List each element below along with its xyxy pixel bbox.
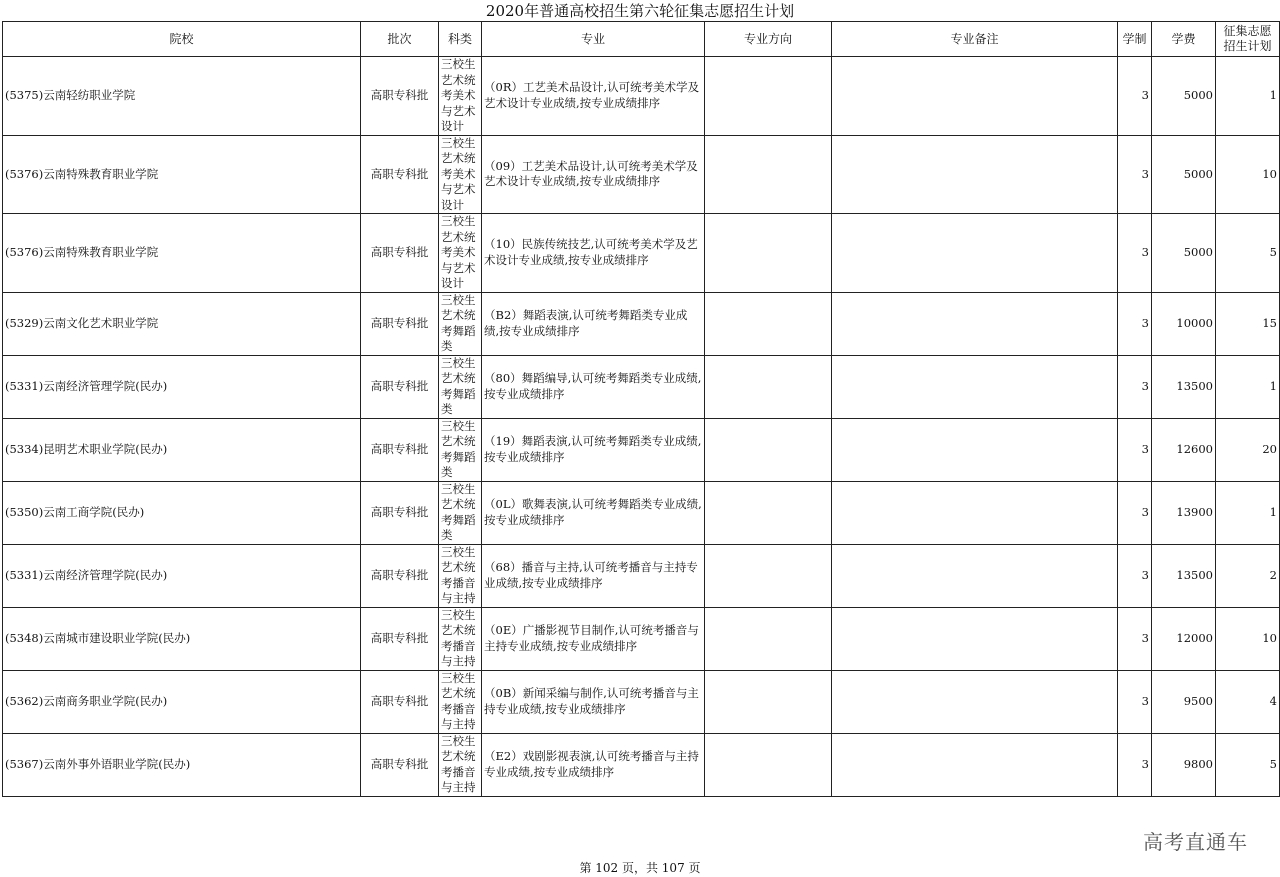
table-row [3,214,1280,293]
watermark: 高考直通车 [1143,830,1248,854]
major-cell: （0B）新闻采编与制作,认可统考播音与主持专业成绩,按专业成绩排序 [482,670,705,733]
batch-cell: 高职专科批 [361,733,439,796]
category-cell: 三校生艺术统考播音与主持 [439,544,482,607]
plan-cell: 10 [1216,135,1280,214]
school-cell: (5376)云南特殊教育职业学院 [3,135,361,214]
school-cell: (5348)云南城市建设职业学院(民办) [3,607,361,670]
category-cell: 三校生艺术统考播音与主持 [439,670,482,733]
years-cell: 3 [1118,355,1152,418]
fee-cell: 13900 [1152,481,1216,544]
header-school: 院校 [3,22,361,57]
fee-cell: 5000 [1152,57,1216,136]
years-cell: 3 [1118,544,1152,607]
plan-cell: 20 [1216,418,1280,481]
major-cell: （68）播音与主持,认可统考播音与主持专业成绩,按专业成绩排序 [482,544,705,607]
major-cell: （B2）舞蹈表演,认可统考舞蹈类专业成绩,按专业成绩排序 [482,292,705,355]
direction-cell [705,135,832,214]
major-cell: （19）舞蹈表演,认可统考舞蹈类专业成绩,按专业成绩排序 [482,418,705,481]
category-cell: 三校生艺术统考舞蹈类 [439,292,482,355]
plan-cell: 1 [1216,355,1280,418]
direction-cell [705,544,832,607]
batch-cell: 高职专科批 [361,135,439,214]
plan-cell: 5 [1216,214,1280,293]
remark-cell [832,670,1118,733]
table-row [3,670,1280,733]
category-cell: 三校生艺术统考舞蹈类 [439,481,482,544]
header-direction: 专业方向 [705,22,832,57]
school-cell: (5350)云南工商学院(民办) [3,481,361,544]
direction-cell [705,607,832,670]
years-cell: 3 [1118,481,1152,544]
fee-cell: 9500 [1152,670,1216,733]
table-row [3,57,1280,136]
batch-cell: 高职专科批 [361,57,439,136]
remark-cell [832,733,1118,796]
direction-cell [705,481,832,544]
direction-cell [705,214,832,293]
batch-cell: 高职专科批 [361,292,439,355]
remark-cell [832,292,1118,355]
direction-cell [705,355,832,418]
category-cell: 三校生艺术统考美术与艺术设计 [439,57,482,136]
category-cell: 三校生艺术统考舞蹈类 [439,418,482,481]
remark-cell [832,418,1118,481]
batch-cell: 高职专科批 [361,214,439,293]
years-cell: 3 [1118,135,1152,214]
plan-cell: 5 [1216,733,1280,796]
years-cell: 3 [1118,607,1152,670]
table-header-row [3,22,1280,57]
remark-cell [832,544,1118,607]
fee-cell: 10000 [1152,292,1216,355]
school-cell: (5376)云南特殊教育职业学院 [3,214,361,293]
years-cell: 3 [1118,733,1152,796]
years-cell: 3 [1118,214,1152,293]
header-plan: 征集志愿招生计划 [1216,22,1280,57]
remark-cell [832,481,1118,544]
years-cell: 3 [1118,57,1152,136]
fee-cell: 12000 [1152,607,1216,670]
years-cell: 3 [1118,670,1152,733]
category-cell: 三校生艺术统考播音与主持 [439,607,482,670]
major-cell: （80）舞蹈编导,认可统考舞蹈类专业成绩,按专业成绩排序 [482,355,705,418]
school-cell: (5362)云南商务职业学院(民办) [3,670,361,733]
header-fee: 学费 [1152,22,1216,57]
batch-cell: 高职专科批 [361,355,439,418]
plan-cell: 1 [1216,481,1280,544]
fee-cell: 9800 [1152,733,1216,796]
table-row [3,733,1280,796]
direction-cell [705,733,832,796]
table-row [3,135,1280,214]
header-remark: 专业备注 [832,22,1118,57]
plan-cell: 10 [1216,607,1280,670]
plan-cell: 4 [1216,670,1280,733]
direction-cell [705,292,832,355]
header-major: 专业 [482,22,705,57]
major-cell: （10）民族传统技艺,认可统考美术学及艺术设计专业成绩,按专业成绩排序 [482,214,705,293]
page-footer: 第 102 页，共 107 页 [579,861,701,875]
years-cell: 3 [1118,418,1152,481]
category-cell: 三校生艺术统考播音与主持 [439,733,482,796]
remark-cell [832,57,1118,136]
school-cell: (5329)云南文化艺术职业学院 [3,292,361,355]
batch-cell: 高职专科批 [361,481,439,544]
remark-cell [832,214,1118,293]
fee-cell: 5000 [1152,135,1216,214]
major-cell: （0E）广播影视节目制作,认可统考播音与主持专业成绩,按专业成绩排序 [482,607,705,670]
header-category: 科类 [439,22,482,57]
fee-cell: 13500 [1152,355,1216,418]
years-cell: 3 [1118,292,1152,355]
major-cell: （09）工艺美术品设计,认可统考美术学及艺术设计专业成绩,按专业成绩排序 [482,135,705,214]
school-cell: (5367)云南外事外语职业学院(民办) [3,733,361,796]
fee-cell: 5000 [1152,214,1216,293]
major-cell: （0R）工艺美术品设计,认可统考美术学及艺术设计专业成绩,按专业成绩排序 [482,57,705,136]
school-cell: (5331)云南经济管理学院(民办) [3,544,361,607]
plan-cell: 2 [1216,544,1280,607]
direction-cell [705,57,832,136]
major-cell: （E2）戏剧影视表演,认可统考播音与主持专业成绩,按专业成绩排序 [482,733,705,796]
remark-cell [832,355,1118,418]
header-years: 学制 [1118,22,1152,57]
plan-cell: 1 [1216,57,1280,136]
category-cell: 三校生艺术统考美术与艺术设计 [439,135,482,214]
table-row [3,544,1280,607]
table-row [3,355,1280,418]
school-cell: (5331)云南经济管理学院(民办) [3,355,361,418]
table-row [3,292,1280,355]
batch-cell: 高职专科批 [361,418,439,481]
direction-cell [705,418,832,481]
page-title: 2020年普通高校招生第六轮征集志愿招生计划 [485,2,795,20]
batch-cell: 高职专科批 [361,544,439,607]
batch-cell: 高职专科批 [361,670,439,733]
fee-cell: 12600 [1152,418,1216,481]
batch-cell: 高职专科批 [361,607,439,670]
fee-cell: 13500 [1152,544,1216,607]
direction-cell [705,670,832,733]
school-cell: (5375)云南轻纺职业学院 [3,57,361,136]
category-cell: 三校生艺术统考美术与艺术设计 [439,214,482,293]
table-row [3,481,1280,544]
header-batch: 批次 [361,22,439,57]
plan-cell: 15 [1216,292,1280,355]
table-row [3,418,1280,481]
table-row [3,607,1280,670]
remark-cell [832,135,1118,214]
category-cell: 三校生艺术统考舞蹈类 [439,355,482,418]
school-cell: (5334)昆明艺术职业学院(民办) [3,418,361,481]
remark-cell [832,607,1118,670]
major-cell: （0L）歌舞表演,认可统考舞蹈类专业成绩,按专业成绩排序 [482,481,705,544]
enrollment-plan-table [2,21,1280,797]
